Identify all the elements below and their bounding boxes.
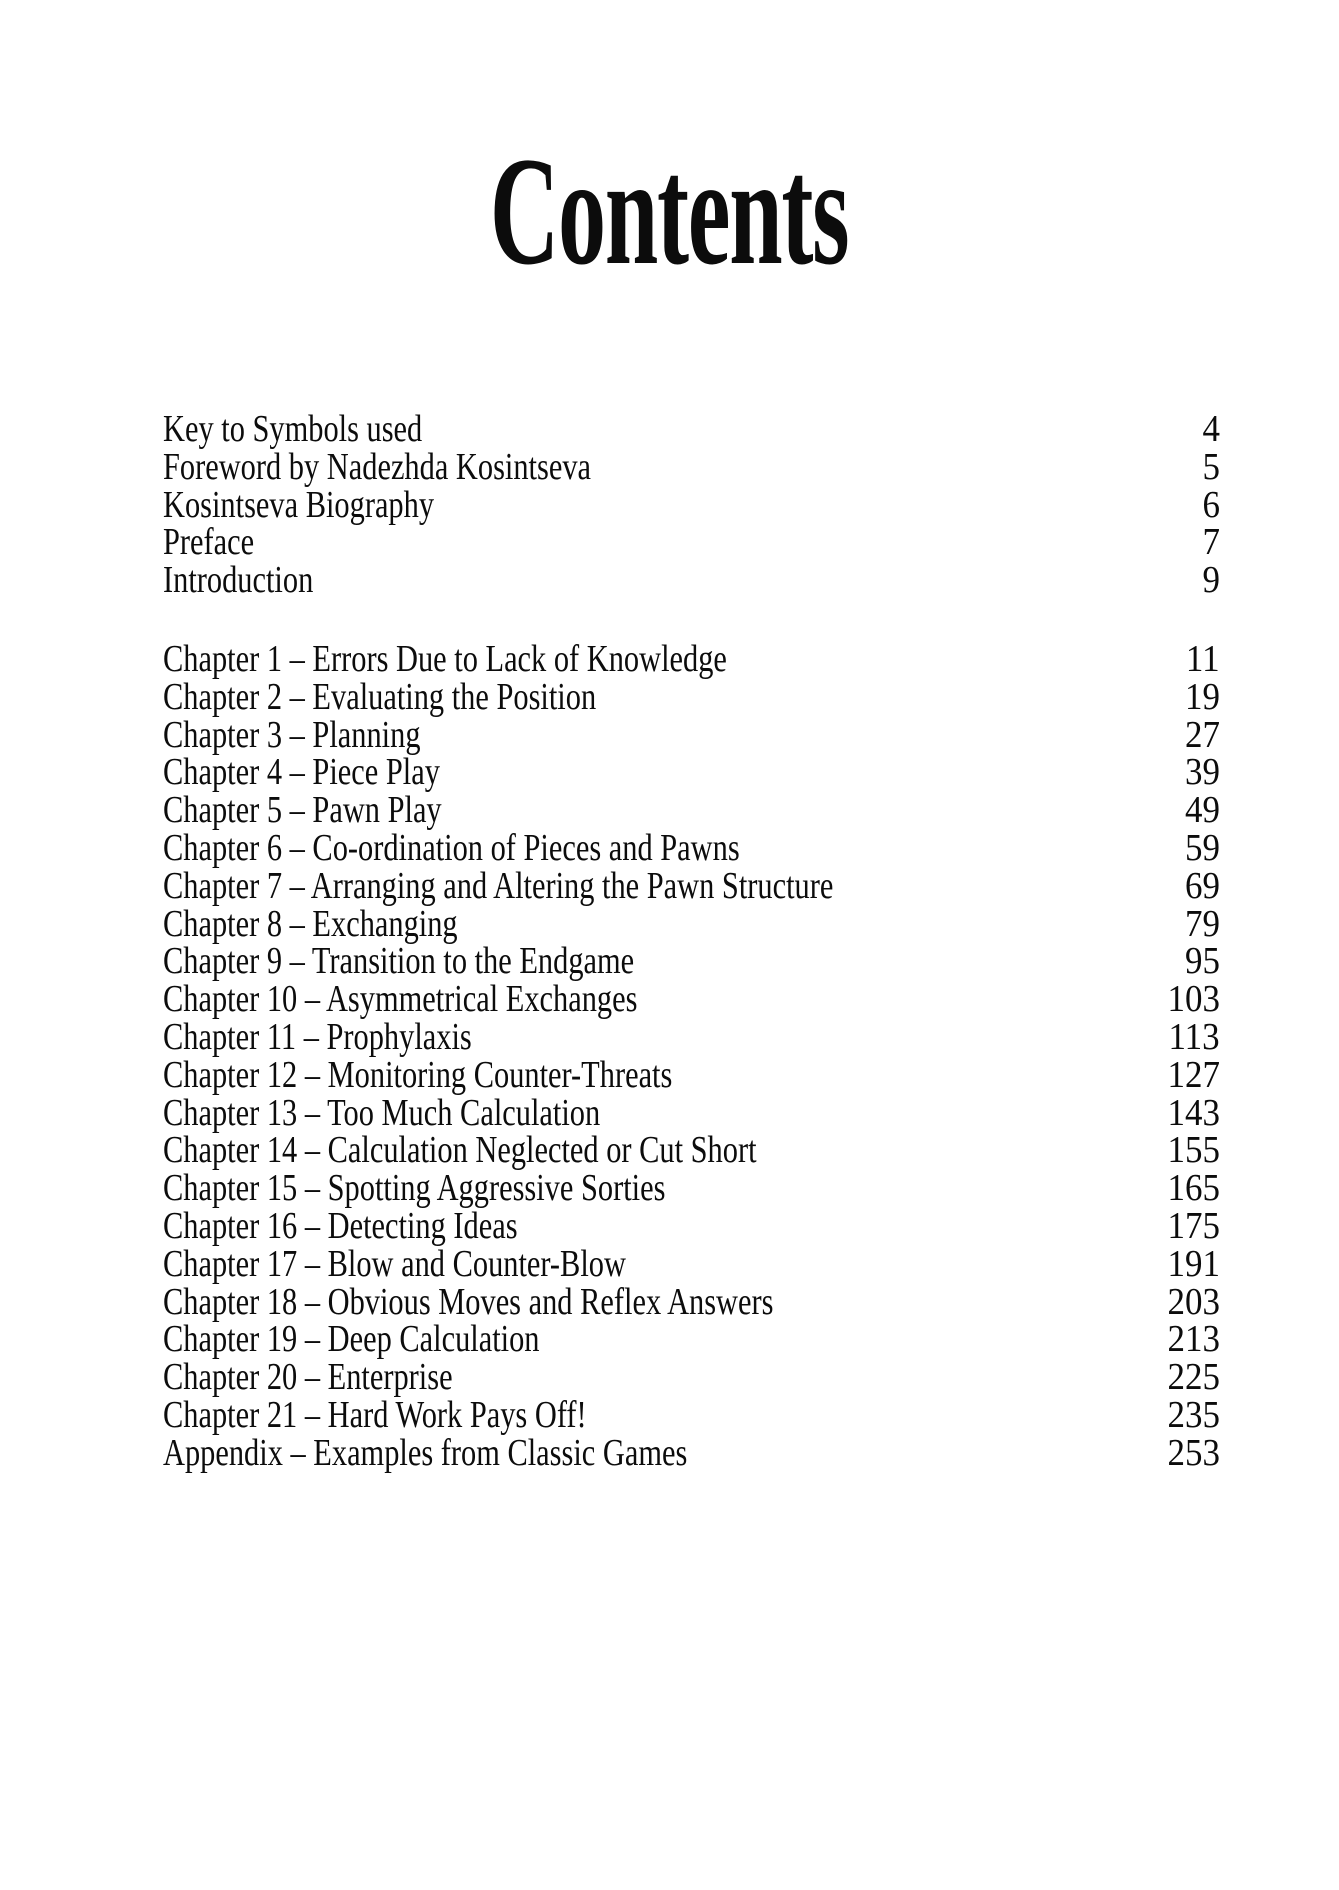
toc-row [163,483,1220,526]
toc-entry-label: Chapter 1 – Errors Due to Lack of Knowledge [163,637,727,680]
toc-entry-label: Chapter 16 – Detecting Ideas [163,1204,518,1247]
toc-entry-page-number: 155 [1167,1129,1220,1172]
toc-row [163,1091,1220,1134]
toc-entry-page-number: 175 [1167,1204,1220,1247]
toc-entry-page-number: 27 [1185,713,1220,756]
toc-entry-page-number: 4 [1202,408,1220,450]
page-title [0,125,1339,297]
toc-entry-page-number: 49 [1185,789,1220,832]
toc-row [163,864,1220,907]
toc-entry-page-number: 79 [1185,902,1220,945]
toc-row [163,751,1220,794]
toc-entry-page-number: 165 [1167,1167,1220,1210]
toc-front-matter [163,408,1220,602]
toc-entry-page-number: 113 [1168,1015,1220,1058]
toc-entry-label: Chapter 11 – Prophylaxis [163,1015,472,1058]
page-title-text: Contents [490,125,849,297]
toc-row [163,445,1220,488]
toc-entry-label: Chapter 6 – Co-ordination of Pieces and Pawns [163,826,740,869]
toc-entry-label: Chapter 9 – Transition to the Endgame [163,940,635,983]
toc-row [163,978,1220,1021]
toc-entry-label: Chapter 3 – Planning [163,713,421,756]
toc-row [163,713,1220,756]
toc-row [163,1393,1220,1436]
toc-entry-label: Chapter 18 – Obvious Moves and Reflex Answers [163,1280,774,1323]
toc-entry-label: Appendix – Examples from Classic Games [163,1431,688,1474]
toc-entry-label: Chapter 5 – Pawn Play [163,789,442,832]
toc-entry-label: Chapter 12 – Monitoring Counter-Threats [163,1053,673,1096]
toc-entry-page-number: 39 [1185,751,1220,794]
toc-entry-label: Chapter 7 – Arranging and Altering the Pawn Structure [163,864,834,907]
toc-row [163,408,1220,450]
toc-entry-label: Chapter 19 – Deep Calculation [163,1318,540,1361]
toc-row [163,675,1220,718]
toc-entry-label: Chapter 10 – Asymmetrical Exchanges [163,978,638,1021]
toc-row [163,559,1220,602]
toc-row [163,1431,1220,1474]
toc-row [163,789,1220,832]
toc-entry-page-number: 143 [1167,1091,1220,1134]
toc-entry-page-number: 59 [1185,826,1220,869]
toc-entry-page-number: 5 [1202,445,1220,488]
toc-entry-page-number: 103 [1167,978,1220,1021]
toc-row [163,1280,1220,1323]
toc-entry-page-number: 69 [1185,864,1220,907]
toc-entry-label: Introduction [163,559,314,602]
toc-entry-label: Preface [163,521,255,564]
toc-row [163,1242,1220,1285]
toc-entry-page-number: 127 [1167,1053,1220,1096]
toc-row [163,521,1220,564]
toc-entry-label: Kosintseva Biography [163,483,435,526]
toc-entry-page-number: 191 [1167,1242,1220,1285]
toc-entry-page-number: 235 [1167,1393,1220,1436]
toc-row [163,940,1220,983]
toc-row [163,1318,1220,1361]
toc-entry-label: Chapter 14 – Calculation Neglected or Cut Short [163,1129,757,1172]
toc-entry-label: Key to Symbols used [163,408,423,450]
toc-entry-page-number: 95 [1185,940,1220,983]
toc-entry-page-number: 203 [1167,1280,1220,1323]
toc-row [163,1015,1220,1058]
table-of-contents [163,408,1220,1474]
toc-entry-label: Chapter 8 – Exchanging [163,902,458,945]
toc-entry-page-number: 253 [1167,1431,1220,1474]
toc-row [163,1356,1220,1399]
toc-entry-page-number: 6 [1202,483,1220,526]
toc-entry-label: Chapter 15 – Spotting Aggressive Sorties [163,1167,666,1210]
toc-row [163,637,1220,680]
toc-entry-label: Foreword by Nadezhda Kosintseva [163,445,592,488]
toc-entry-page-number: 19 [1185,675,1220,718]
toc-row [163,1204,1220,1247]
toc-entry-label: Chapter 17 – Blow and Counter-Blow [163,1242,626,1285]
toc-entry-label: Chapter 13 – Too Much Calculation [163,1091,601,1134]
toc-row [163,826,1220,869]
toc-entry-page-number: 225 [1167,1356,1220,1399]
toc-entry-page-number: 213 [1167,1318,1220,1361]
toc-entry-label: Chapter 4 – Piece Play [163,751,440,794]
toc-entry-label: Chapter 21 – Hard Work Pays Off! [163,1393,587,1436]
toc-row [163,1053,1220,1096]
toc-row [163,902,1220,945]
toc-entry-page-number: 7 [1202,521,1220,564]
toc-chapters [163,637,1220,1474]
toc-entry-label: Chapter 2 – Evaluating the Position [163,675,597,718]
toc-entry-page-number: 9 [1202,559,1220,602]
toc-entry-label: Chapter 20 – Enterprise [163,1356,453,1399]
toc-entry-page-number: 11 [1186,637,1220,680]
toc-row [163,1129,1220,1172]
toc-row [163,1167,1220,1210]
